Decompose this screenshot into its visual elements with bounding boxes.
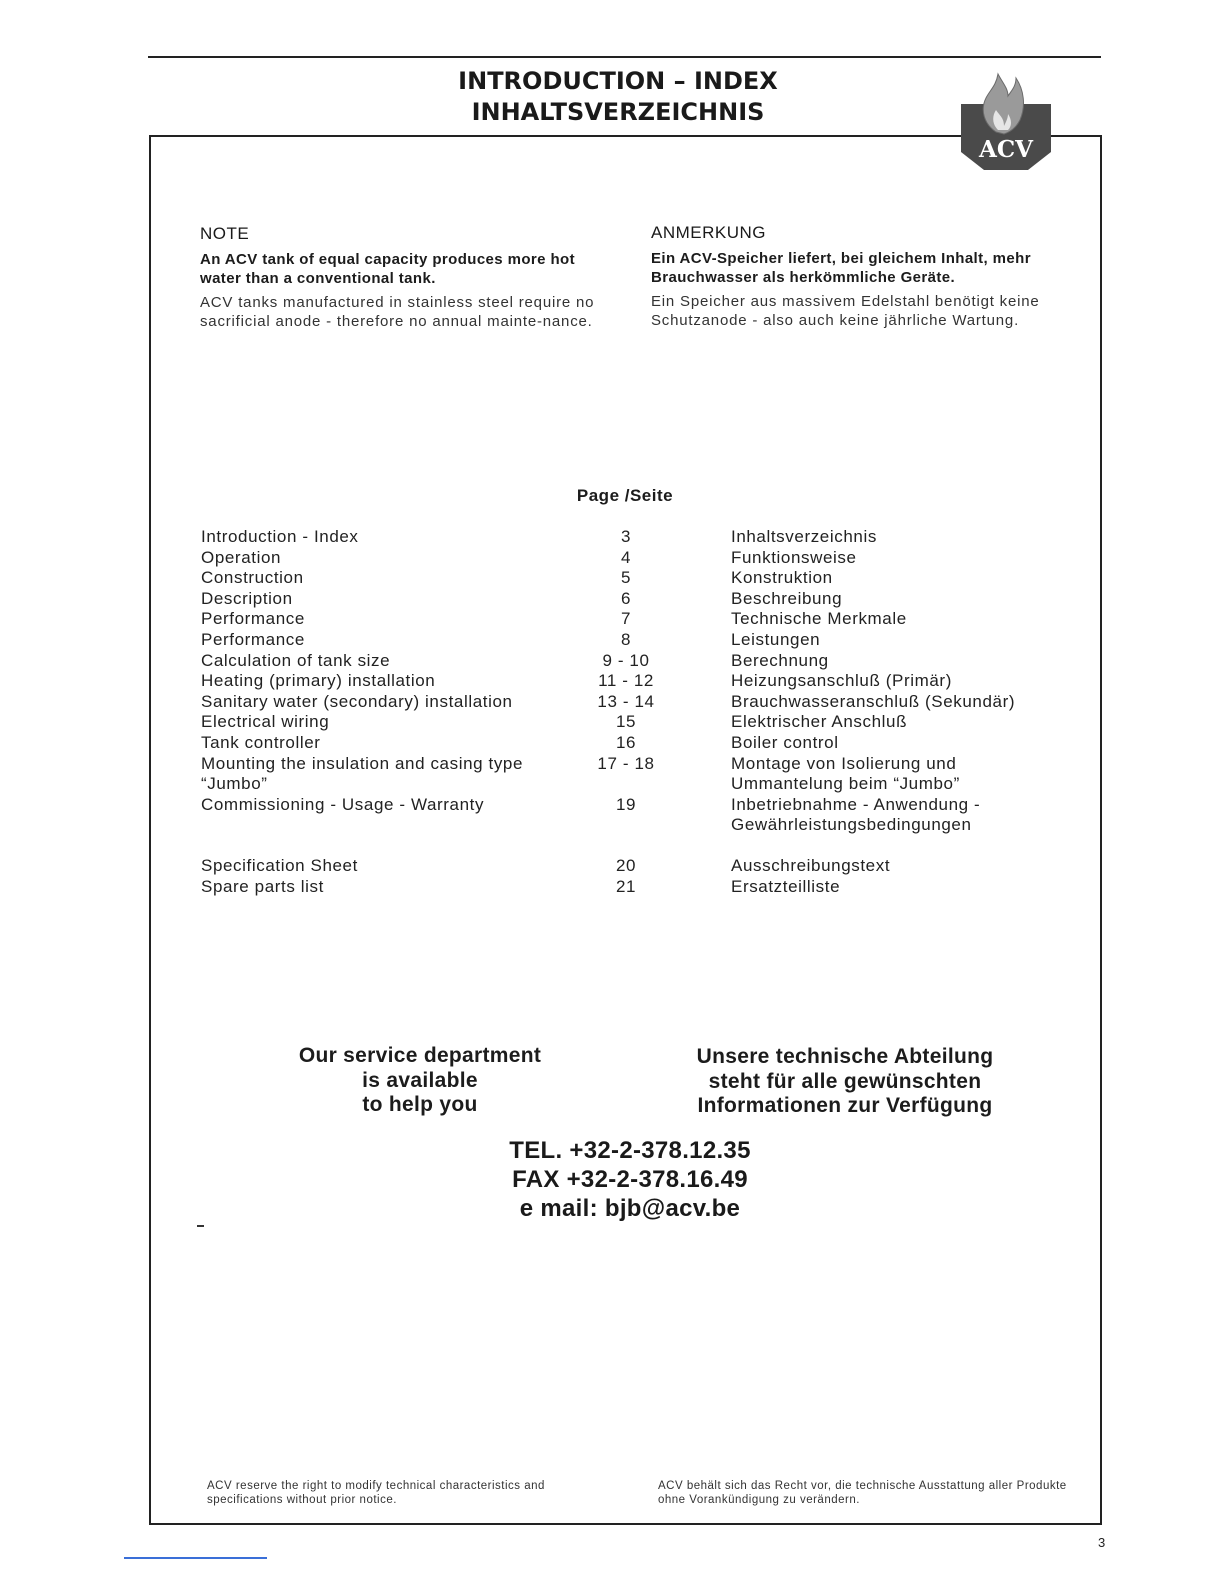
index-entry-de: Konstruktion [731, 568, 833, 588]
note-heading: ANMERKUNG [651, 223, 767, 242]
index-row [200, 856, 1080, 877]
index-row [200, 692, 1080, 713]
service-line: Informationen zur Verfügung [697, 1094, 993, 1117]
index-entry-de: Elektrischer Anschluß [731, 712, 908, 732]
index-page: 17 - 18 [597, 753, 655, 773]
note-body: Ein Speicher aus massivem Edelstahl benötigt keine Schutzanode - also auch keine jährliche Wartung. [651, 293, 1040, 329]
index-row [200, 754, 1080, 795]
index-row [200, 671, 1080, 692]
index-page: 7 [620, 609, 632, 629]
index-page: 4 [620, 547, 632, 567]
index-row [200, 589, 1080, 610]
index-entry-en: Operation [201, 547, 282, 567]
email: e mail: bjb@acv.be [519, 1195, 741, 1222]
note-english [200, 224, 600, 331]
index-row [200, 651, 1080, 672]
index-row [200, 609, 1080, 630]
service-line: to help you [362, 1093, 478, 1116]
index-page: 3 [620, 527, 632, 546]
page-number: 3 [1098, 1535, 1106, 1550]
index-entry-de: Boiler control [731, 732, 839, 752]
index-page: 8 [620, 629, 632, 649]
index-entry-de: Leistungen [731, 629, 821, 649]
index-table [200, 527, 1080, 897]
acv-logo [958, 66, 1054, 174]
service-line: Unsere technische Abteilung [696, 1045, 994, 1068]
index-row [200, 877, 1080, 898]
index-page: 15 [615, 712, 637, 732]
page-subtitle: INHALTSVERZEICHNIS [471, 98, 765, 126]
index-row [200, 527, 1080, 548]
note-body: ACV tanks manufactured in stainless steel require no sacrificial anode - therefore no annual mainte-nance. [200, 294, 595, 330]
page-title: INTRODUCTION – INDEX [458, 67, 778, 95]
index-entry-en: Electrical wiring [201, 712, 330, 732]
index-entry-de: Inbetriebnahme - Anwendung - Gewährleistungsbedingungen [731, 794, 981, 835]
index-entry-en: Description [201, 588, 293, 608]
index-entry-en: Heating (primary) installation [201, 671, 436, 691]
note-emphasis: Ein ACV-Speicher liefert, bei gleichem Inhalt, mehr Brauchwasser als herkömmliche Geräte. [651, 250, 1031, 286]
logo-text: ACV [979, 136, 1033, 163]
index-row [200, 548, 1080, 569]
index-row [200, 712, 1080, 733]
note-german [651, 223, 1051, 330]
index-entry-de: Brauchwasseranschluß (Sekundär) [731, 691, 1016, 711]
footer-disclaimer-de: ACV behält sich das Recht vor, die technische Ausstattung aller Produkte ohne Vorankündigung zu verändern. [658, 1480, 1067, 1506]
index-page: 6 [620, 588, 632, 608]
index-page: 19 [615, 794, 637, 814]
index-entry-de: Berechnung [731, 650, 829, 670]
index-row [200, 733, 1080, 754]
service-note-german [650, 1045, 1040, 1119]
index-entry-de: Ausschreibungstext [731, 855, 891, 875]
index-entry-en: Commissioning - Usage - Warranty [201, 794, 485, 814]
index-entry-en: Specification Sheet [201, 855, 358, 875]
index-row [200, 630, 1080, 651]
index-entry-en: Spare parts list [201, 876, 324, 896]
top-rule [148, 56, 1101, 58]
index-page: 16 [615, 732, 637, 752]
stray-mark [197, 1225, 204, 1227]
index-row [200, 795, 1080, 836]
index-page: 13 - 14 [597, 691, 655, 711]
index-page: 11 - 12 [598, 671, 654, 691]
service-line: steht für alle gewünschten [708, 1069, 982, 1093]
index-entry-en: Performance [201, 629, 305, 649]
index-page: 20 [615, 855, 637, 875]
index-row [200, 568, 1080, 589]
index-page: 9 - 10 [602, 650, 650, 670]
index-entry-en: Mounting the insulation and casing type “Jumbo” [201, 753, 524, 794]
service-note-english [270, 1044, 570, 1118]
index-page: 21 [615, 876, 637, 896]
fax: FAX +32-2-378.16.49 [512, 1166, 748, 1193]
index-entry-de: Inhaltsverzeichnis [731, 527, 877, 546]
index-entry-en: Construction [201, 568, 304, 588]
index-entry-en: Introduction - Index [201, 527, 359, 546]
index-entry-de: Funktionsweise [731, 547, 857, 567]
index-entry-en: Calculation of tank size [201, 650, 391, 670]
page-column-heading: Page /Seite [576, 486, 674, 505]
index-entry-en: Performance [201, 609, 305, 629]
index-entry-de: Beschreibung [731, 588, 843, 608]
index-entry-de: Montage von Isolierung und Ummantelung beim “Jumbo” [731, 753, 960, 794]
scan-edge-bar [124, 1557, 267, 1559]
index-entry-en: Tank controller [201, 732, 321, 752]
note-heading: NOTE [200, 224, 250, 243]
index-entry-en: Sanitary water (secondary) installation [201, 691, 513, 711]
footer-disclaimer-en: ACV reserve the right to modify technical characteristics and specifications without prior notice. [207, 1480, 545, 1506]
index-entry-de: Ersatzteilliste [731, 876, 841, 896]
index-entry-de: Technische Merkmale [731, 609, 907, 629]
index-page: 5 [620, 568, 632, 588]
telephone: TEL. +32-2-378.12.35 [509, 1137, 751, 1164]
service-line: is available [362, 1068, 478, 1092]
index-entry-de: Heizungsanschluß (Primär) [731, 671, 952, 691]
note-emphasis: An ACV tank of equal capacity produces more hot water than a conventional tank. [200, 251, 575, 287]
service-line: Our service department [298, 1044, 542, 1067]
